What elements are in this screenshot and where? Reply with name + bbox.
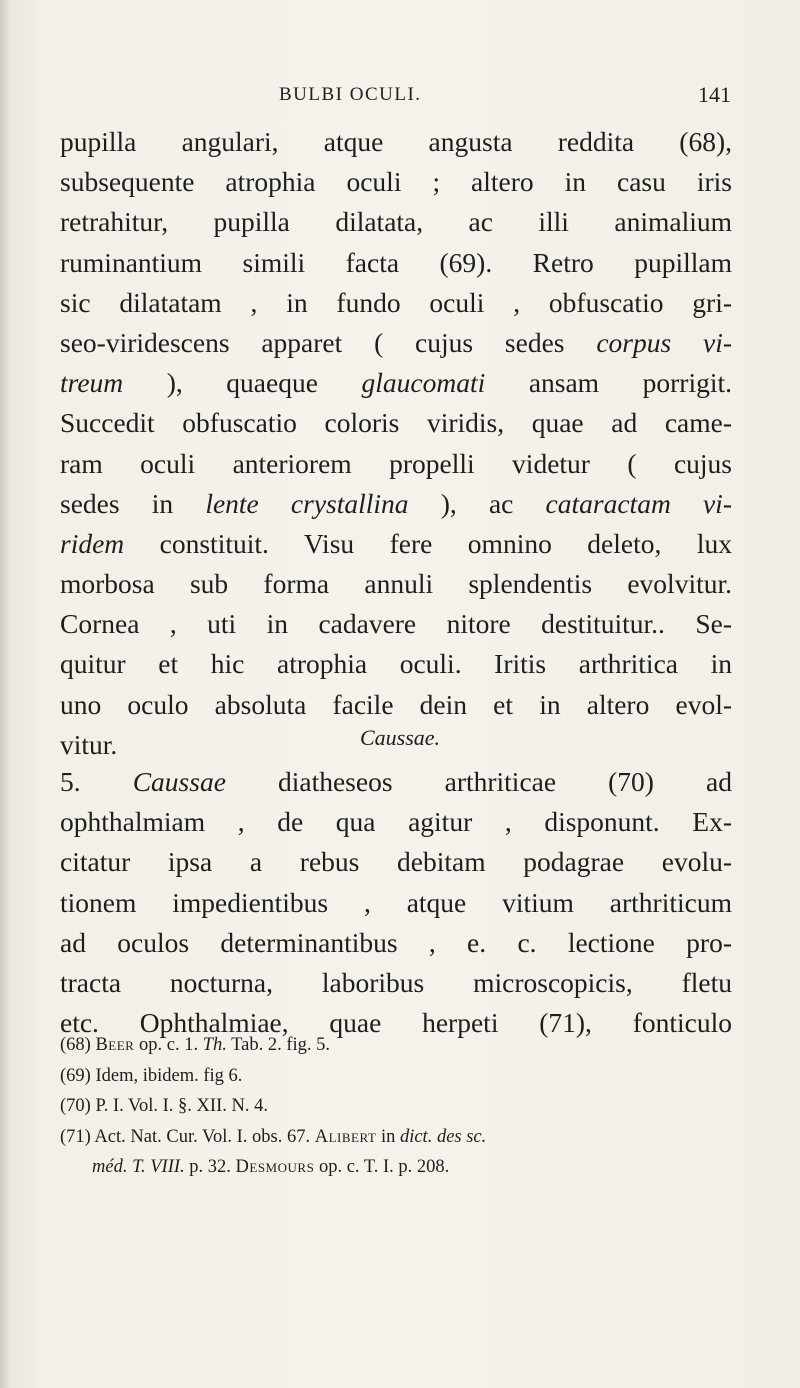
text-line: morbosa sub forma annuli splendentis evolvitur. — [60, 568, 732, 600]
footnote-italic: méd. T. VIII. — [92, 1157, 185, 1178]
page-gutter-shadow — [0, 0, 10, 1388]
section-heading: Caussae. — [359, 725, 441, 750]
section-paragraph — [60, 762, 732, 1043]
footnote-text: P. I. Vol. I. §. XII. N. 4. — [90, 1096, 268, 1117]
page-header — [0, 84, 800, 114]
footnote-text: op. c. 1. — [134, 1035, 203, 1055]
text-line: vitur. — [60, 728, 118, 760]
footnote-author: Desmours — [235, 1157, 315, 1178]
footnote-71-continued — [60, 1152, 732, 1183]
text-line: Succedit obfuscatio coloris viridis, quae ad came- — [60, 407, 732, 439]
footnotes — [60, 1030, 732, 1183]
section-line-0: diatheseos arthriticae (70) ad — [277, 766, 732, 797]
footnote-text: in — [376, 1126, 400, 1147]
paragraph-main — [60, 122, 732, 765]
text-line: Cornea , uti in cadavere nitore destituitur.. Se- — [60, 608, 732, 640]
footnote-author: Alibert — [314, 1126, 377, 1147]
italic-term: glaucomati — [361, 367, 486, 399]
footnote-number: (68) — [60, 1035, 91, 1055]
text-line: ridem constituit. Visu fere omnino deleto, lux — [60, 527, 732, 559]
footnote-text: p. 32. — [184, 1157, 236, 1178]
running-head: BULBI OCULI. — [279, 84, 422, 105]
text-line: pupilla angulari, atque angusta reddita (68), — [60, 126, 732, 157]
text-line: subsequente atrophia oculi ; altero in casu iris — [60, 166, 732, 198]
text-line: uno oculo absoluta facile dein et in altero evol- — [60, 688, 732, 720]
footnote-number: (71) — [60, 1126, 91, 1147]
italic-term: ridem — [60, 527, 125, 559]
footnote-author: Beer — [95, 1035, 135, 1055]
section-line: ad oculos determinantibus , e. c. lectione pro- — [60, 926, 732, 958]
italic-term: cataractam vi- — [545, 487, 732, 519]
section-line: tracta nocturna, laboribus microscopicis, fletu — [60, 966, 732, 998]
footnote-number: (69) — [60, 1065, 91, 1086]
section-line: etc. Ophthalmiae, quae herpeti (71), fonticulo — [60, 1007, 732, 1039]
footnote-italic: Th. — [202, 1035, 227, 1055]
footnote-71 — [60, 1122, 732, 1153]
text-line: sic dilatatam , in fundo oculi , obfuscatio gri- — [60, 286, 732, 318]
footnote-70 — [60, 1091, 732, 1122]
text-line: ram oculi anteriorem propelli videtur ( cujus — [60, 447, 732, 479]
section-line: ophthalmiam , de qua agitur , disponunt. Ex- — [60, 806, 732, 838]
italic-term: treum — [60, 367, 124, 399]
text-line: retrahitur, pupilla dilatata, ac illi animalium — [60, 206, 732, 238]
text-line: seo-viridescens apparet ( cujus sedes corpus vi- — [60, 326, 732, 358]
footnote-text: Idem, ibidem. fig 6. — [90, 1065, 243, 1086]
footnote-text: Tab. 2. fig. 5. — [226, 1035, 331, 1055]
text-line: sedes in lente crystallina ), ac cataractam vi- — [60, 487, 732, 519]
section-line: tionem impedientibus , atque vitium arthriticum — [60, 886, 732, 918]
footnote-69 — [60, 1061, 732, 1092]
footnote-text: Act. Nat. Cur. Vol. I. obs. 67. — [90, 1126, 315, 1147]
footnote-number: (70) — [60, 1096, 91, 1117]
section-line: citatur ipsa a rebus debitam podagrae evolu- — [60, 846, 732, 878]
italic-term: corpus vi- — [596, 326, 732, 358]
text-line: quitur et hic atrophia oculi. Iritis arthritica in — [60, 648, 732, 680]
section-number: 5. — [60, 766, 81, 797]
page-number: 141 — [698, 82, 731, 107]
text-line: ruminantium simili facta (69). Retro pupillam — [60, 246, 732, 278]
section-first-line — [60, 762, 732, 802]
section-lead-word: Caussae — [132, 766, 226, 797]
italic-term: lente crystallina — [205, 487, 409, 519]
footnote-text: op. c. T. I. p. 208. — [314, 1157, 450, 1178]
footnote-italic: dict. des sc. — [399, 1126, 487, 1147]
text-line: treum ), quaeque glaucomati ansam porrigit. — [60, 367, 732, 399]
footnote-68 — [60, 1030, 732, 1061]
